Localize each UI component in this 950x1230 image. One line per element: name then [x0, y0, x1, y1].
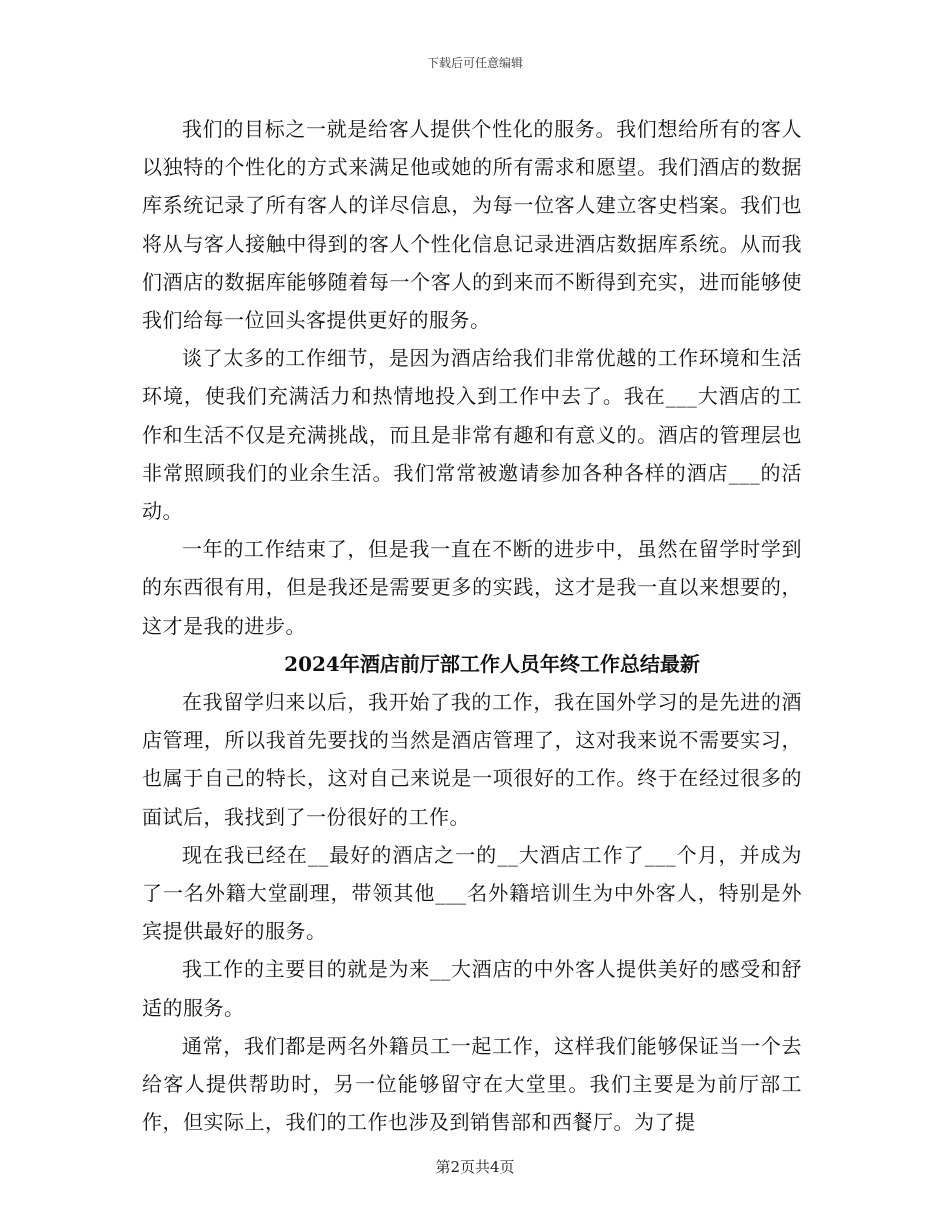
paragraph: 我们的目标之一就是给客人提供个性化的服务。我们想给所有的客人以独特的个性化的方式来满足他或她的所有需求和愿望。我们酒店的数据库系统记录了所有客人的详尽信息，为每一位客人建立客史档案。我们也将从与客人接触中得到的客人个性化信息记录进酒店数据库系统。从而我们酒店的数据库能够随着每一个客人的到来而不断得到充实，进而能够使我们给每一位回头客提供更好的服务。	[142, 117, 802, 333]
paragraph: 谈了太多的工作细节，是因为酒店给我们非常优越的工作环境和生活环境，使我们充满活力和热情地投入到工作中去了。我在___大酒店的工作和生活不仅是充满挑战，而且是非常有趣和有意义的。酒店的管理层也非常照顾我们的业余生活。我们常常被邀请参加各种各样的酒店___的活动。	[142, 346, 802, 524]
paragraph: 我工作的主要目的就是为来__大酒店的中外客人提供美好的感受和舒适的服务。	[142, 957, 802, 1020]
page-number: 第2页共4页	[435, 1158, 515, 1176]
paragraph: 通常，我们都是两名外籍员工一起工作，这样我们能够保证当一个去给客人提供帮助时，另一位能够留守在大堂里。我们主要是为前厅部工作，但实际上，我们的工作也涉及到销售部和西餐厅。为了提	[142, 1033, 802, 1135]
paragraph: 在我留学归来以后，我开始了我的工作，我在国外学习的是先进的酒店管理，所以我首先要找的当然是酒店管理了，这对我来说不需要实习，也属于自己的特长，这对自己来说是一项很好的工作。终于在经过很多的面试后，我找到了一份很好的工作。	[142, 690, 802, 829]
section-title: 2024年酒店前厅部工作人员年终工作总结最新	[284, 651, 700, 676]
page-header: 下载后可任意编辑	[426, 56, 523, 70]
document-body	[142, 110, 802, 1141]
paragraph: 一年的工作结束了，但是我一直在不断的进步中，虽然在留学时学到的东西很有用，但是我还是需要更多的实践，这才是我一直以来想要的，这才是我的进步。	[142, 537, 802, 638]
paragraph: 现在我已经在__最好的酒店之一的__大酒店工作了___个月，并成为了一名外籍大堂副理，带领其他___名外籍培训生为中外客人，特别是外宾提供最好的服务。	[142, 842, 802, 944]
